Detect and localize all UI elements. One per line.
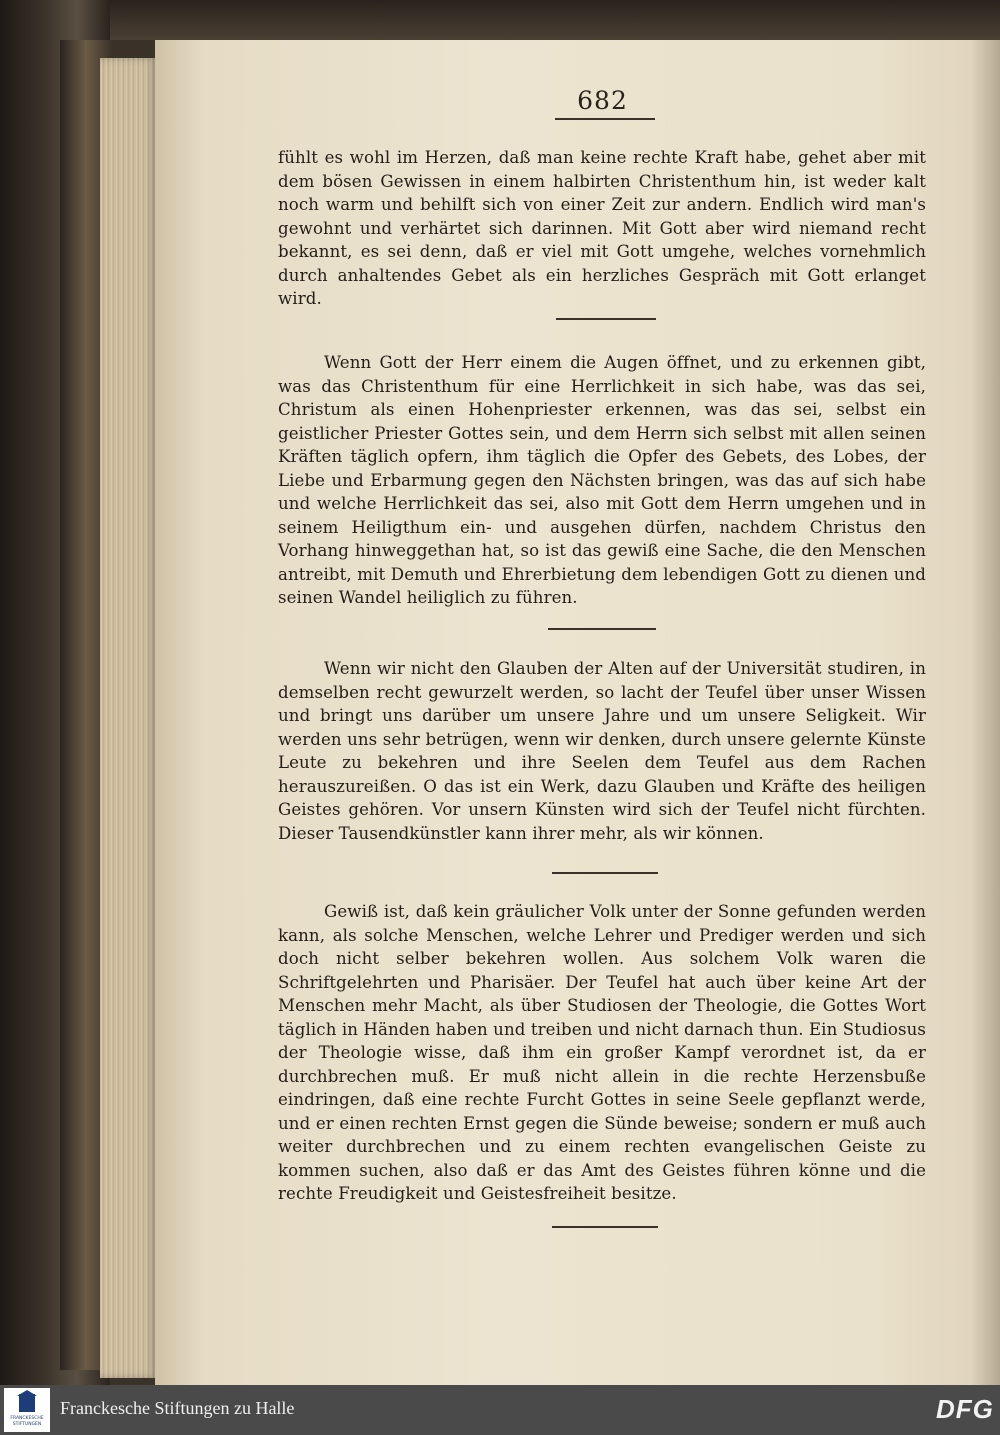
page-gutter-shadow — [970, 40, 1000, 1385]
logo-caption: FRANCKESCHE STIFTUNGEN — [10, 1416, 44, 1427]
section-divider-4 — [552, 1226, 658, 1228]
institution-logo[interactable] — [4, 1388, 50, 1432]
paragraph-3: Wenn wir nicht den Glauben der Alten auf der Universität studiren, in demselben recht gewurzelt werden, so lacht der Teufel über unser Wissen und bringt uns darüber um unsere Jahre und um unsere Seligkeit. Wir werden uns sehr betrügen, wenn wir denken, durch unsere gelernte Künste Leute zu bekehren und ihre Seelen dem Teufel aus dem Rachen herauszureißen. O das ist ein Werk, dazu Glauben und Kräfte des heiligen Geistes gehören. Vor unsern Künsten wird sich der Teufel nicht fürchten. Dieser Tausendkünstler kann ihrer mehr, als wir können. — [278, 659, 926, 843]
paragraph-2: Wenn Gott der Herr einem die Augen öffnet, und zu erkennen gibt, was das Christenthum für eine Herrlichkeit in sich habe, was das sei, Christum als einen Hohenpriester erkennen, was das sei, selbst ein geistlicher Priester Gottes sein, und dem Herrn sich selbst mit allen seinen Kräften täglich opfern, ihm täglich die Opfer des Gebets, des Lobes, der Liebe und Erbarmung gegen den Nächsten bringen, was das auf sich habe und welche Herrlichkeit das sei, also mit Gott dem Herrn umgehen und in seinem Heiligthum ein- und ausgehen dürfen, nachdem Christus den Vorhang hinweggethan hat, so ist das gewiß eine Sache, die den Menschen antreibt, mit Demuth und Ehrerbietung dem lebendigen Gott zu dienen und seinen Wandel heiliglich zu führen. — [278, 353, 926, 607]
footer-title[interactable]: Franckesche Stiftungen zu Halle — [60, 1398, 295, 1418]
page-number: 682 — [577, 86, 628, 115]
paragraph-4: Gewiß ist, daß kein gräulicher Volk unter der Sonne gefunden werden kann, als solche Menschen, welche Lehrer und Prediger werden und sich doch nicht selber bekehren wollen. Aus solchem Volk waren die Schriftgelehrten und Pharisäer. Der Teufel hat auch über keine Art der Menschen mehr Macht, als über Studiosen der Theologie, die Gottes Wort täglich in Händen haben und treiben und nicht darnach thun. Ein Studiosus der Theologie wisse, daß ihm ein großer Kampf verordnet ist, da er durchbrechen muß. Er muß nicht allein in die rechte Herzensbuße eindringen, daß eine rechte Furcht Gottes in seine Seele gepflanzt werde, und er einen rechten Ernst gegen die Sünde beweise; sondern er muß auch weiter durchbrechen und zu einem rechten evangelischen Geiste zu kommen suchen, also daß er das Amt des Geistes führen könne und die rechte Freudigkeit und Geistesfreiheit besitze. — [278, 902, 926, 1203]
scan-background-top — [0, 0, 1000, 40]
dfg-logo[interactable]: DFG — [936, 1394, 994, 1424]
page-edges — [100, 58, 158, 1378]
header-rule — [555, 118, 655, 120]
paragraph-1: fühlt es wohl im Herzen, daß man keine rechte Kraft habe, gehet aber mit dem bösen Gewissen in einem halbirten Christenthum hin, ist weder kalt noch warm und behilft sich von einer Zeit zur andern. Endlich wird man's gewohnt und verhärtet sich darinnen. Mit Gott aber wird niemand recht bekannt, es sei denn, daß er viel mit Gott umgehe, welches vornehmlich durch anhaltendes Gebet als ein herzliches Gespräch mit Gott erlanget wird. — [278, 148, 926, 308]
section-divider-2 — [548, 628, 656, 630]
section-divider-1 — [556, 318, 656, 320]
section-divider-3 — [552, 872, 658, 874]
building-body — [19, 1394, 35, 1412]
